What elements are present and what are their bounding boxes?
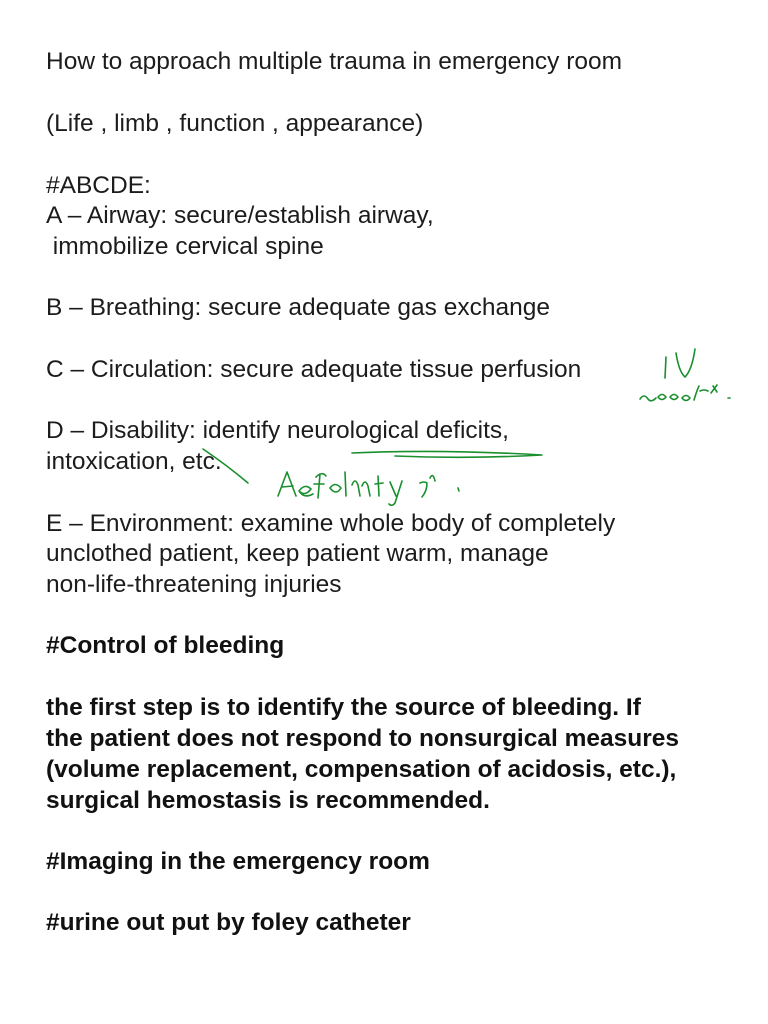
disability-line-1: D – Disability: identify neurological deficits, xyxy=(46,417,509,444)
breathing-line: B – Breathing: secure adequate gas exchange xyxy=(46,294,550,321)
airway-line-2: immobilize cervical spine xyxy=(46,233,324,260)
bleeding-heading: #Control of bleeding xyxy=(46,632,285,659)
handwritten-word xyxy=(278,472,459,505)
environment-line-1: E – Environment: examine whole body of completely xyxy=(46,510,616,537)
bleeding-line-3: (volume replacement, compensation of acidosis, etc.), xyxy=(46,756,677,783)
bleeding-line-2: the patient does not respond to nonsurgical measures xyxy=(46,725,680,752)
airway-line-1: A – Airway: secure/establish airway, xyxy=(46,202,434,229)
circulation-line: C – Circulation: secure adequate tissue perfusion xyxy=(46,356,582,383)
bleeding-line-1: the first step is to identify the source of bleeding. If xyxy=(46,694,641,721)
disability-line-2: intoxication, etc. xyxy=(46,448,222,475)
abcde-heading: #ABCDE: xyxy=(46,172,151,199)
handwritten-note-under-iv xyxy=(640,385,730,401)
handwritten-iv-mark xyxy=(665,349,695,378)
document-title: How to approach multiple trauma in emergency room xyxy=(46,48,623,75)
priorities-line: (Life , limb , function , appearance) xyxy=(46,110,424,137)
bleeding-line-4: surgical hemostasis is recommended. xyxy=(46,787,490,814)
handwritten-underline xyxy=(352,451,542,457)
environment-line-3: non-life-threatening injuries xyxy=(46,571,342,598)
imaging-heading: #Imaging in the emergency room xyxy=(46,848,430,875)
urine-output-heading: #urine out put by foley catheter xyxy=(46,909,411,936)
environment-line-2: unclothed patient, keep patient warm, manage xyxy=(46,540,549,567)
